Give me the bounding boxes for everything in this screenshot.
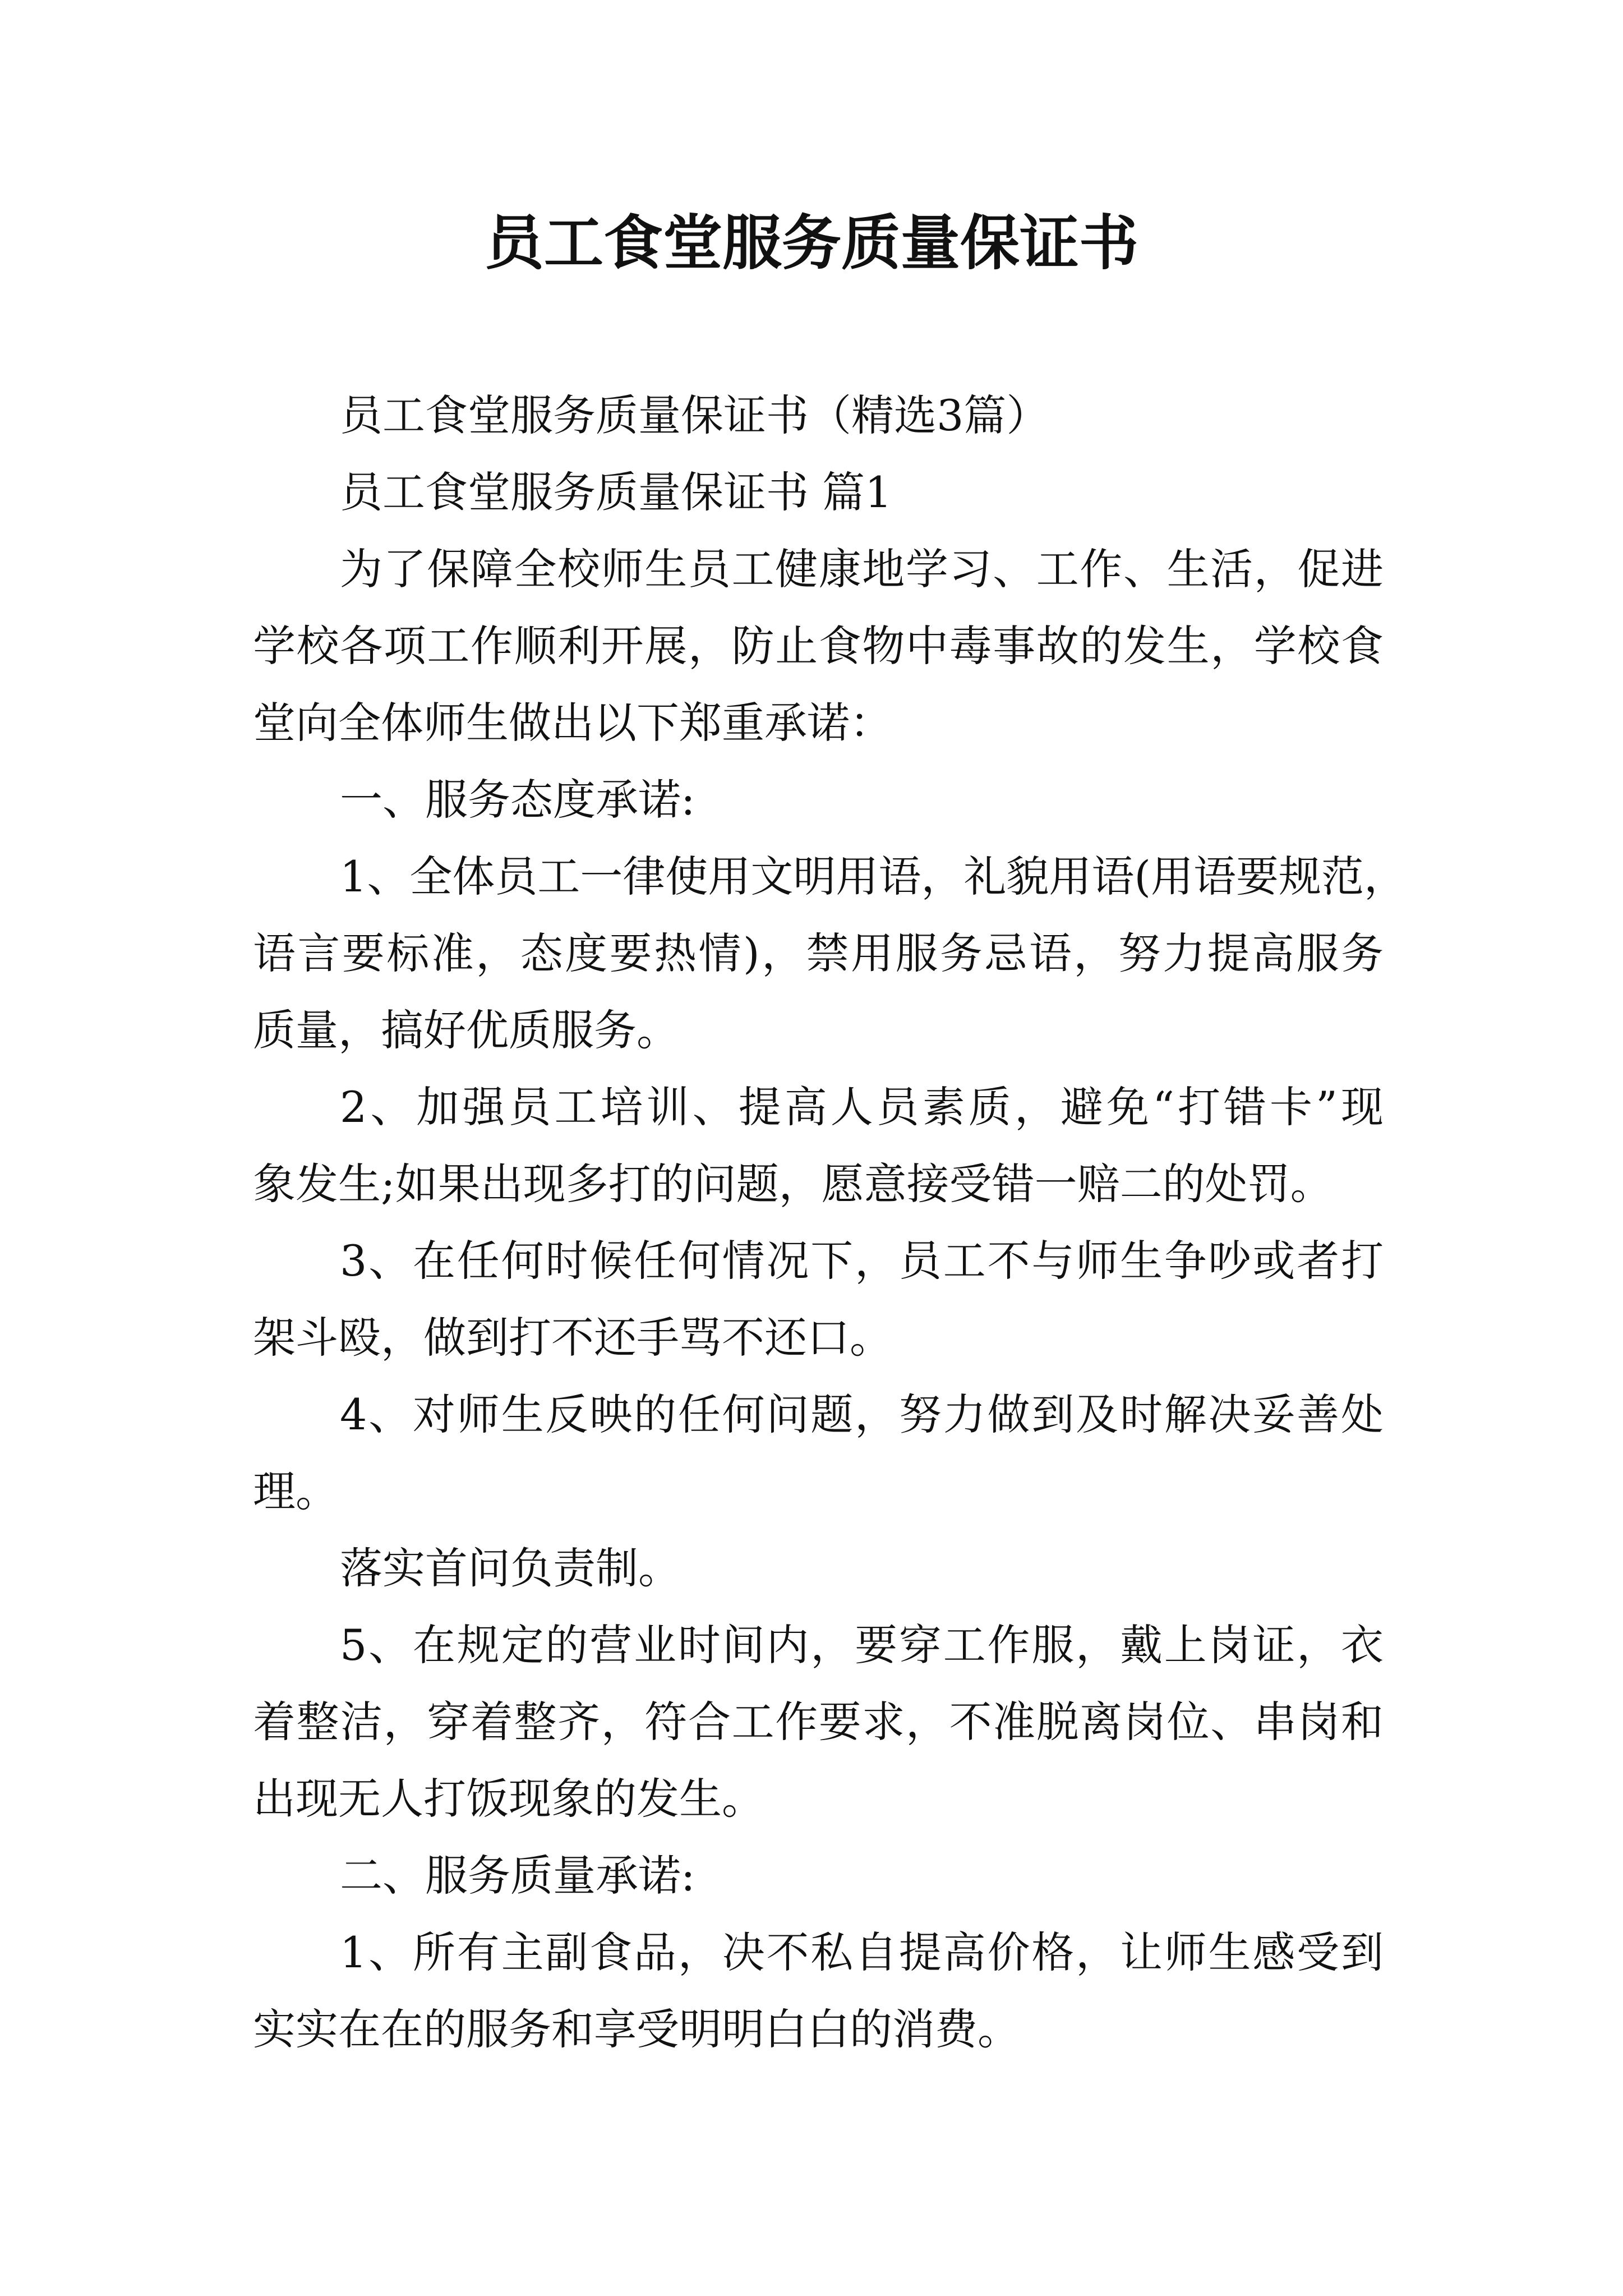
paragraph-line: 4、对师生反映的任何问题，努力做到及时解决妥善处 xyxy=(340,1389,1384,1439)
paragraph-section-heading xyxy=(253,454,1384,531)
paragraph-line: 为了保障全校师生员工健康地学习、工作、生活，促进 xyxy=(340,544,1384,594)
document-body xyxy=(253,377,1407,2068)
paragraph-item xyxy=(253,838,1407,1069)
paragraph-line: 员工食堂服务质量保证书（精选3篇） xyxy=(340,390,1049,440)
paragraph-line: 语言要标准，态度要热情)，禁用服务忌语，努力提高服务 xyxy=(253,928,1384,978)
paragraph-line: 2、加强员工培训、提高人员素质，避免“打错卡”现 xyxy=(340,1082,1384,1132)
paragraph-item xyxy=(253,1376,1384,1530)
paragraph-item xyxy=(253,1530,1384,1607)
paragraph-line: 实实在在的服务和享受明明白白的消费。 xyxy=(253,2004,1020,2054)
paragraph-item xyxy=(253,1607,1384,1837)
paragraph-line: 5、在规定的营业时间内，要穿工作服，戴上岗证，衣 xyxy=(340,1620,1384,1670)
paragraph-line: 质量，搞好优质服务。 xyxy=(253,1005,679,1055)
paragraph-line: 学校各项工作顺利开展，防止食物中毒事故的发生，学校食 xyxy=(253,621,1384,671)
paragraph-line: 架斗殴，做到打不还手骂不还口。 xyxy=(253,1313,892,1363)
paragraph-line: 员工食堂服务质量保证书 篇1 xyxy=(340,467,892,517)
paragraph-line: 出现无人打饭现象的发生。 xyxy=(253,1774,764,1824)
paragraph-intro xyxy=(253,531,1384,761)
paragraph-item xyxy=(253,1914,1384,2068)
paragraph-item xyxy=(253,1222,1384,1376)
paragraph-heading-service-attitude xyxy=(253,761,1384,838)
paragraph-line: 一、服务态度承诺: xyxy=(340,775,695,825)
paragraph-line: 1、全体员工一律使用文明用语，礼貌用语(用语要规范， xyxy=(340,852,1407,901)
paragraph-line: 落实首问负责制。 xyxy=(340,1543,681,1593)
paragraph-line: 3、在任何时候任何情况下，员工不与师生争吵或者打 xyxy=(340,1236,1384,1286)
paragraph-subtitle xyxy=(253,377,1384,454)
paragraph-item xyxy=(253,1069,1384,1222)
paragraph-line: 象发生;如果出现多打的问题，愿意接受错一赔二的处罚。 xyxy=(253,1159,1333,1209)
paragraph-line: 1、所有主副食品，决不私自提高价格，让师生感受到 xyxy=(340,1927,1384,1977)
document-title: 员工食堂服务质量保证书 xyxy=(485,208,1138,278)
paragraph-line: 二、服务质量承诺: xyxy=(340,1851,695,1901)
paragraph-line: 着整洁，穿着整齐，符合工作要求，不准脱离岗位、串岗和 xyxy=(253,1697,1384,1747)
paragraph-heading-service-quality xyxy=(253,1837,1384,1914)
paragraph-line: 堂向全体师生做出以下郑重承诺： xyxy=(253,698,892,748)
paragraph-line: 理。 xyxy=(253,1466,338,1516)
